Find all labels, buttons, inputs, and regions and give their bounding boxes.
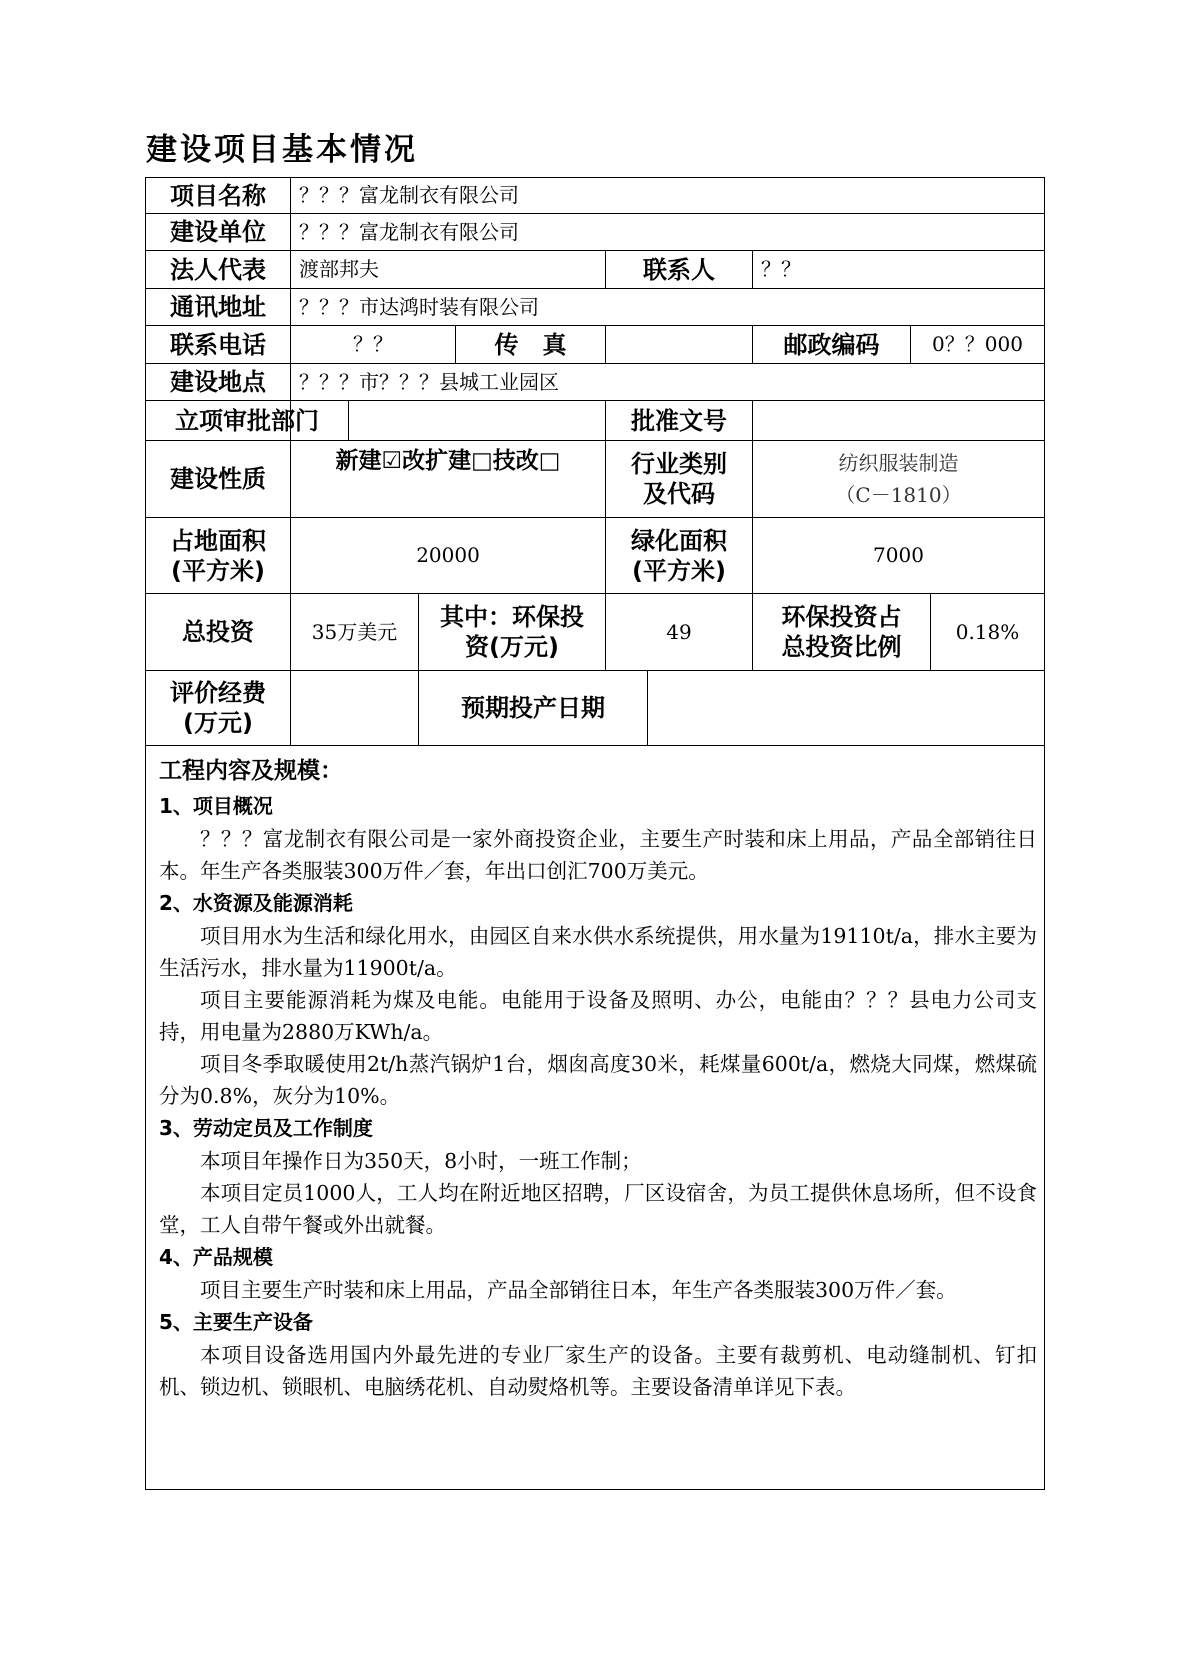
industry-label-line1: 行业类别 (631, 450, 727, 478)
section-title: 3、劳动定员及工作制度 (159, 1116, 373, 1140)
env-ratio-label (753, 594, 930, 670)
paragraph: 本项目年操作日为350天，8小时，一班工作制； (200, 1149, 642, 1173)
env-ratio-value: 0.18% (955, 619, 1020, 644)
paragraph: 项目用水为生活和绿化用水，由园区自来水供水系统提供，用水量为19110t/a，排水主要为生活污水，排水量为11900t/a。 (159, 924, 1037, 980)
postcode-value: 0？？000 (932, 332, 1023, 356)
land-area-label-line2: (平方米) (171, 556, 265, 585)
eval-cost-value (291, 671, 418, 745)
project-name-label: 项目名称 (170, 181, 266, 210)
industry-value-line2: （C－1810） (835, 483, 962, 507)
green-area-label (606, 518, 752, 593)
paragraph: 本项目定员1000人，工人均在附近地区招聘，厂区设宿舍，为员工提供休息场所，但不设食堂，工人自带午餐或外出就餐。 (159, 1181, 1037, 1237)
land-area-label (146, 518, 290, 593)
nature-label: 建设性质 (170, 465, 266, 493)
industry-label-line2: 及代码 (643, 480, 715, 508)
construction-unit-label: 建设单位 (170, 218, 266, 246)
env-investment-label (419, 594, 605, 670)
paragraph: 项目主要生产时装和床上用品，产品全部销往日本，年生产各类服装300万件／套。 (200, 1278, 957, 1302)
nature-value: 新建☑改扩建□技改□ (335, 448, 561, 474)
env-investment-label-line2: 资(万元) (465, 633, 559, 661)
section-title: 1、项目概况 (159, 794, 273, 818)
paragraph: 本项目设备选用国内外最先进的专业厂家生产的设备。主要有裁剪机、电动缝制机、钉扣机、锁边机、锁眼机、电脑绣花机、自动熨烙机等。主要设备清单详见下表。 (159, 1343, 1037, 1399)
industry-value-line1: 纺织服装制造 (838, 451, 959, 475)
project-name-value: ？？？富龙制衣有限公司 (299, 183, 519, 207)
env-ratio-label-line2: 总投资比例 (781, 633, 902, 661)
project-content (159, 752, 1037, 1403)
address-value: ？？？市达鸿时装有限公司 (299, 294, 539, 319)
total-investment-label: 总投资 (182, 618, 254, 646)
paragraph: ？？？富龙制衣有限公司是一家外商投资企业，主要生产时装和床上用品，产品全部销往日本。年生产各类服装300万件／套，年出口创汇700万美元。 (159, 827, 1037, 883)
page-title: 建设项目基本情况 (146, 132, 418, 168)
row-divider (145, 745, 1045, 746)
fax-label: 传 真 (494, 330, 567, 359)
section-title: 2、水资源及能源消耗 (159, 891, 353, 915)
land-area-value: 20000 (416, 543, 480, 567)
construction-unit-value: ？？？富龙制衣有限公司 (299, 219, 519, 244)
postcode-label: 邮政编码 (783, 330, 880, 359)
industry-value (753, 441, 1044, 517)
approval-dept-label: 立项审批部门 (175, 406, 319, 435)
address-label: 通讯地址 (170, 293, 266, 321)
env-ratio-label-line1: 环保投资占 (781, 603, 902, 631)
section-title: 4、产品规模 (159, 1245, 273, 1269)
approval-no-label: 批准文号 (631, 406, 727, 435)
env-investment-value: 49 (666, 619, 692, 644)
legal-rep-value: 渡部邦夫 (299, 257, 379, 281)
eval-cost-label-line1: 评价经费 (170, 679, 266, 707)
expected-date-label: 预期投产日期 (461, 694, 605, 722)
expected-date-value (648, 671, 1044, 745)
phone-label: 联系电话 (170, 330, 266, 359)
green-area-label-line1: 绿化面积 (631, 526, 727, 555)
legal-rep-label: 法人代表 (170, 255, 266, 284)
green-area-value: 7000 (873, 543, 924, 567)
industry-label (606, 441, 752, 517)
paragraph: 项目冬季取暖使用2t/h蒸汽锅炉1台，烟囱高度30米，耗煤量600t/a，燃烧大同煤，燃煤硫分为0.8%，灰分为10%。 (159, 1052, 1037, 1108)
approval-dept-value (349, 401, 605, 440)
location-label: 建设地点 (170, 368, 266, 396)
eval-cost-label (146, 671, 290, 745)
approval-no-value (753, 401, 1044, 440)
content-heading: 工程内容及规模： (159, 758, 343, 784)
env-investment-label-line1: 其中：环保投 (440, 603, 584, 631)
green-area-label-line2: (平方米) (632, 556, 726, 585)
total-investment-value: 35万美元 (311, 619, 398, 644)
fax-value (606, 326, 752, 363)
contact-person-value: ？？ (761, 257, 801, 281)
land-area-label-line1: 占地面积 (170, 526, 266, 555)
section-title: 5、主要生产设备 (159, 1310, 313, 1334)
contact-person-label: 联系人 (643, 255, 715, 284)
location-value: ？？？市？？？县城工业园区 (299, 369, 559, 394)
phone-value: ？？ (353, 332, 393, 356)
paragraph: 项目主要能源消耗为煤及电能。电能用于设备及照明、办公，电能由？？？县电力公司支持，用电量为2880万KWh/a。 (159, 988, 1037, 1044)
eval-cost-label-line2: (万元) (183, 709, 253, 737)
